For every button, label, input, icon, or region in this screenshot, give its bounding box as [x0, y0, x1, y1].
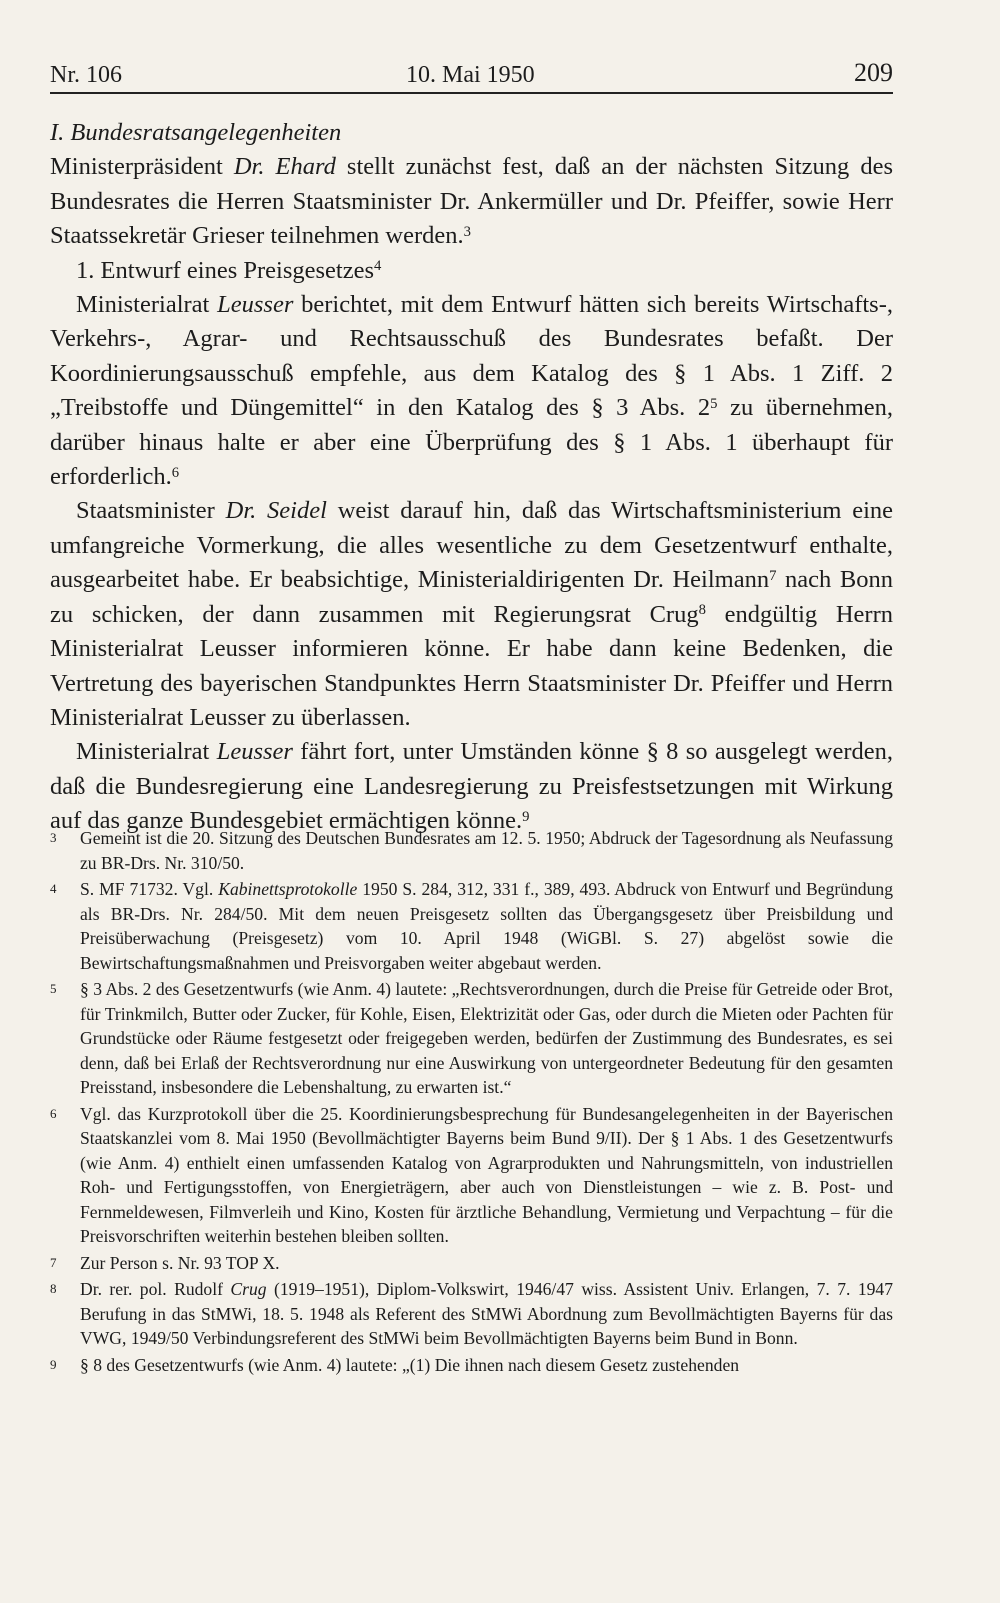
agenda-item-heading — [50, 254, 893, 288]
paragraph-text: Ministerialrat — [76, 291, 218, 319]
footnote — [50, 977, 893, 1100]
footnote — [50, 877, 893, 975]
paragraph-text: fährt fort, unter Umständen könne § 8 so ausgelegt werden, daß die Bundesregierung eine Landesregierung zu Preisfestsetzungen mit Wirkung auf das ganze Bundesgebiet ermächtigen könne. — [50, 738, 893, 835]
footnote-ref[interactable]: 3 — [463, 223, 471, 240]
document-page — [50, 0, 893, 1603]
main-text — [50, 116, 893, 839]
footnote-text: § 3 Abs. 2 des Gesetzentwurfs (wie Anm. 4) lautete: „Rechtsverordnungen, durch die Preise für Getreide oder Brot, für Trinkmilch, Butter oder Zucker, für Kohle, Eisen, Elektrizität oder Gas, oder durch die Mieten oder Pachten für Grundstücke oder Räume festgesetzt oder freigegeben werden, bedürfen der Zustimmung des Bundesrates, es sei denn, daß bei Erlaß der Rechtsverordnung nur eine Auswirkung von untergeordneter Bedeutung für den gesamten Preisstand, insbesondere die Lebenshaltung, zu erwarten ist.“ — [80, 979, 893, 1097]
header-date: 10. Mai 1950 — [406, 62, 535, 88]
footnote — [50, 1251, 893, 1276]
footnotes — [50, 826, 893, 1379]
paragraph-seidel — [50, 494, 893, 735]
footnote-text: § 8 des Gesetzentwurfs (wie Anm. 4) lautete: „(1) Die ihnen nach diesem Gesetz zustehenden — [80, 1354, 740, 1375]
paragraph-text: berichtet, mit dem Entwurf hätten sich bereits Wirtschafts-, Verkehrs-, Agrar- und Rechtsausschuß des Bundesrates befaßt. Der Koordinierungsausschuß empfehle, aus dem Katalog des § 1 Abs. 1 Ziff. 2 „Treibstoffe und Düngemittel“ in den Katalog des § 3 Abs. 2 — [50, 291, 893, 422]
footnote-ref[interactable]: 9 — [522, 808, 530, 825]
footnote-number: 6 — [50, 1105, 57, 1121]
section-heading: I. Bundesratsangelegenheiten — [50, 119, 342, 146]
footnote — [50, 1353, 893, 1378]
page-number: 209 — [854, 58, 893, 87]
document-number: Nr. 106 — [50, 62, 122, 88]
paragraph-text: stellt zunächst fest, daß an der nächsten Sitzung des Bundesrates die Herren Staatsminister Dr. Ankermüller und Dr. Pfeiffer, sowie Herr Staatssekretär Grieser teilnehmen werden. — [50, 153, 893, 250]
footnote — [50, 826, 893, 875]
footnote-text: Zur Person s. Nr. 93 TOP X. — [80, 1252, 280, 1273]
paragraph-text: Staatsminister — [76, 497, 226, 525]
footnote-text: Vgl. das Kurzprotokoll über die 25. Koordinierungsbesprechung für Bundesangelegenheiten in der Bayerischen Staatskanzlei vom 8. Mai 1950 (Bevollmächtigter Bayerns beim Bund 9/II). Der § 1 Abs. 1 des Gesetzentwurfs (wie Anm. 4) enthielt einen umfassenden Katalog von Agrarprodukten und Nahrungsmitteln, von industriellen Roh- und Fertigungsstoffen, von Energieträgern, aber auch von Dienstleistungen – wie z. B. Post- und Fernmeldewesen, Filmverleih und Kino, Kosten für ärztliche Behandlung, Vermietung und Verpachtung – für die Preisvorschriften weiterhin bestehen bleiben sollten. — [80, 1103, 893, 1246]
header-rule — [50, 92, 893, 94]
footnote-text: (1919–1951), Diplom-Volkswirt, 1946/47 wiss. Assistent Univ. Erlangen, 7. 7. 1947 Berufung in das StMWi, 18. 5. 1948 als Referent des StMWi Abordnung zum Bevollmächtigten Bayerns für das VWG, 1949/50 Verbindungsreferent des StMWi beim Bevollmächtigten Bayerns beim Bund in Bonn. — [80, 1279, 894, 1348]
footnote-number: 5 — [50, 981, 57, 996]
footnote-text: Gemeint ist die 20. Sitzung des Deutschen Bundesrates am 12. 5. 1950; Abdruck der Tagesordnung als Neufassung zu BR-Drs. Nr. 310/50. — [80, 828, 893, 873]
footnote-source-title: Kabinettsprotokolle — [218, 879, 358, 899]
footnote-number: 4 — [50, 881, 57, 896]
running-header — [50, 56, 893, 90]
speaker-name: Leusser — [217, 291, 294, 319]
person-name: Crug — [230, 1279, 267, 1299]
paragraph-leusser — [50, 288, 893, 494]
paragraph-text: weist darauf hin, daß das Wirtschaftsministerium eine umfangreiche Vormerkung, die alles wesentliche zu dem Gesetzentwurf enthalte, ausgearbeitet habe. Er beabsichtige, Ministerialdirigenten Dr. Heilmann — [50, 497, 894, 594]
paragraph-ehard — [50, 150, 893, 253]
footnote-ref[interactable]: 4 — [374, 258, 382, 275]
agenda-item-title: 1. Entwurf eines Preisgesetzes — [76, 256, 374, 284]
footnote-text: Dr. rer. pol. Rudolf — [80, 1279, 231, 1299]
footnote-number: 7 — [50, 1254, 57, 1270]
paragraph-text: zu übernehmen, darüber hinaus halte er aber eine Überprüfung des § 1 Abs. 1 überhaupt für erforderlich. — [50, 394, 893, 491]
speaker-name: Dr. Ehard — [233, 153, 336, 181]
paragraph-leusser-2 — [50, 735, 893, 838]
footnote-ref[interactable]: 7 — [769, 567, 777, 584]
paragraph-text: nach Bonn zu schicken, der dann zusammen mit Regierungsrat Crug — [50, 566, 893, 628]
footnote-text: 1950 S. 284, 312, 331 f., 389, 493. Abdruck von Entwurf und Begründung als BR-Drs. Nr. 284/50. Mit dem neuen Preisgesetz sollten das Übergangsgesetz über Preisbildung und Preisüberwachung (Preisgesetz) vom 10. April 1948 (WiGBl. S. 27) abgelöst sowie die Bewirtschaftungsmaßnahmen und Preisvorgaben weiter abgebaut werden. — [80, 879, 893, 973]
footnote-ref[interactable]: 5 — [710, 395, 718, 412]
footnote-ref[interactable]: 8 — [698, 602, 706, 619]
footnote — [50, 1277, 893, 1351]
speaker-name: Dr. Seidel — [225, 497, 327, 525]
footnote-number: 8 — [50, 1281, 57, 1296]
paragraph-text: endgültig Herrn Ministerialrat Leusser informieren könne. Er habe dann keine Bedenken, die Vertretung des bayerischen Standpunktes Herrn Staatsminister Dr. Pfeiffer und Herrn Ministerialrat Leusser zu überlassen. — [50, 600, 893, 731]
footnote-ref[interactable]: 6 — [171, 464, 180, 481]
footnote — [50, 1102, 893, 1249]
footnote-number: 9 — [50, 1356, 57, 1372]
footnote-text: S. MF 71732. Vgl. — [80, 879, 219, 899]
paragraph-text: Ministerpräsident — [50, 153, 234, 181]
footnote-number: 3 — [50, 830, 57, 845]
paragraph-text: Ministerialrat — [76, 738, 217, 766]
speaker-name: Leusser — [216, 738, 293, 766]
